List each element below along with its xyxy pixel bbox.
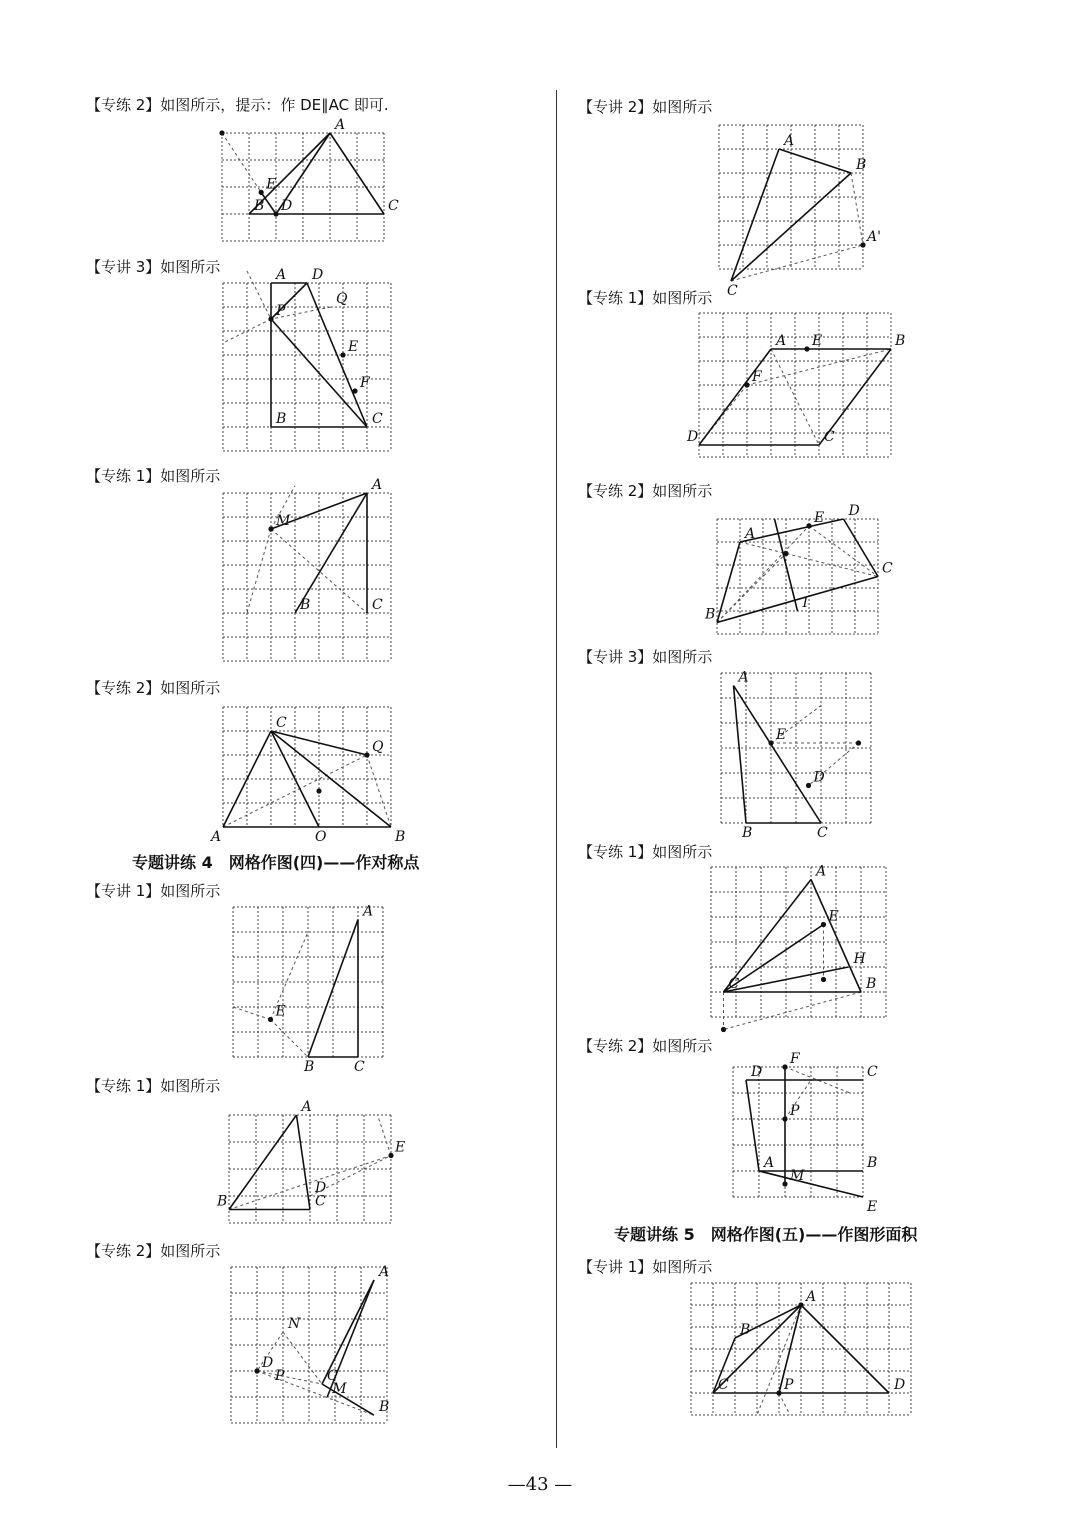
point-dot	[268, 526, 273, 531]
segment-AB	[717, 542, 740, 623]
label-l2: 【专讲 3】如图所示	[86, 258, 221, 276]
point-dot	[316, 788, 321, 793]
vertex-label: E	[776, 727, 787, 743]
grid-lines	[223, 493, 391, 661]
construction-line	[222, 133, 261, 192]
vertex-label: A	[816, 863, 827, 880]
segment-AD	[740, 519, 844, 542]
vertex-label: C	[372, 411, 383, 427]
point-dot	[782, 1064, 787, 1069]
vertex-label: D	[315, 1180, 327, 1196]
vertex-label: D	[813, 769, 825, 786]
point-dot	[798, 1302, 803, 1307]
point-dot	[768, 740, 773, 745]
vertex-label: B	[217, 1193, 228, 1210]
construction-line	[809, 526, 878, 577]
point-dot	[860, 242, 865, 247]
point-dot	[268, 1017, 273, 1022]
label-l3: 【专练 1】如图所示	[86, 467, 221, 485]
label-l1: 【专练 2】如图所示，提示：作 DE∥AC 即可.	[86, 96, 389, 114]
vertex-label: C	[388, 198, 399, 214]
vertex-label: B	[304, 1059, 315, 1075]
vertex-label: I	[802, 595, 809, 611]
vertex-label: Q	[372, 739, 384, 755]
point-dot	[821, 977, 826, 982]
label-r6: 【专练 2】如图所示	[578, 1037, 713, 1055]
vertex-label: A	[776, 333, 787, 349]
point-dot	[219, 130, 224, 135]
vertex-label: C	[824, 429, 835, 445]
segment-AC	[731, 149, 779, 281]
construction-line	[271, 1020, 309, 1058]
vertex-label: B	[379, 1399, 390, 1416]
vertex-label: H	[853, 951, 866, 967]
construction-line	[247, 271, 271, 319]
vertex-label: E	[867, 1199, 878, 1215]
vertex-label: C	[867, 1064, 878, 1080]
grid-lines	[222, 133, 384, 241]
vertex-label: D	[751, 1064, 763, 1080]
label-l7: 【专练 2】如图所示	[86, 1242, 221, 1260]
figure-grid	[221, 117, 399, 244]
construction-line	[779, 1393, 790, 1415]
vertex-label: E	[812, 333, 823, 349]
label-r7: 【专讲 1】如图所示	[578, 1258, 713, 1276]
vertex-label: M	[276, 513, 291, 529]
vertex-label: B	[740, 1322, 751, 1338]
construction-line	[247, 529, 271, 613]
vertex-label: C	[727, 283, 738, 299]
figure-grid	[222, 267, 396, 454]
point-dot	[364, 752, 369, 757]
section-title-5: 专题讲练 5 网格作图(五)——作图形面积	[614, 1225, 918, 1244]
figure-grid	[211, 706, 406, 845]
vertex-label: A	[301, 1099, 312, 1115]
construction-line	[851, 173, 863, 245]
construction-line	[378, 1115, 392, 1156]
vertex-label: E	[266, 176, 277, 193]
point-dot	[806, 783, 811, 788]
figure-grid	[222, 477, 396, 666]
vertex-label: A	[372, 477, 383, 493]
vertex-label: Q	[336, 291, 348, 307]
label-l4: 【专练 2】如图所示	[86, 679, 221, 697]
figure-grid	[230, 1266, 390, 1422]
point-dot	[806, 523, 811, 528]
label-r3: 【专练 2】如图所示	[578, 482, 713, 500]
segment-BA	[295, 493, 367, 613]
vertex-label: A	[363, 903, 374, 920]
segment-BC	[717, 577, 878, 623]
point-dot	[744, 382, 749, 387]
section-title-4: 专题讲练 4 网格作图(四)——作对称点	[132, 853, 420, 872]
vertex-label: D	[262, 1355, 274, 1371]
vertex-label: M	[332, 1381, 347, 1397]
figure-grid	[232, 903, 388, 1075]
point-dot	[352, 388, 357, 393]
vertex-label: F	[360, 375, 370, 391]
vertex-label: A	[211, 829, 222, 845]
point-dot	[388, 1153, 393, 1158]
vertex-label: B	[395, 829, 406, 845]
vertex-label: A	[745, 526, 756, 542]
vertex-label: B	[276, 411, 287, 427]
vertex-label: A'	[867, 229, 881, 245]
vertex-label: C	[315, 1193, 326, 1210]
vertex-label: C	[882, 560, 893, 577]
vertex-label: C	[354, 1059, 365, 1075]
vertex-label: A	[379, 1264, 390, 1280]
vertex-label: P	[276, 303, 286, 319]
vertex-label: B	[300, 597, 311, 613]
point-dot	[268, 316, 273, 321]
segment-AE	[759, 1171, 863, 1197]
figure-grid	[705, 503, 893, 632]
label-l5: 【专讲 1】如图所示	[86, 882, 221, 900]
point-dot	[856, 740, 861, 745]
point-dot	[259, 190, 264, 195]
vertex-label: M	[790, 1168, 805, 1184]
point-dot	[783, 551, 788, 556]
vertex-label: D	[848, 503, 860, 519]
vertex-label: O	[315, 829, 327, 845]
grid-lines	[223, 707, 391, 827]
construction-line	[367, 755, 391, 827]
point-dot	[273, 211, 278, 216]
label-l6: 【专练 1】如图所示	[86, 1077, 221, 1095]
segment-AB	[734, 686, 747, 824]
figure-grid	[690, 1282, 910, 1418]
vertex-label: C	[728, 976, 740, 992]
vertex-label: F	[790, 1051, 800, 1067]
vertex-label: E	[275, 1003, 286, 1020]
construction-line	[283, 1332, 322, 1384]
construction-line	[724, 992, 862, 1030]
vertex-label: B	[742, 825, 753, 841]
vertex-label: D	[894, 1377, 906, 1393]
vertex-label: C	[327, 1368, 338, 1384]
segment-DC	[844, 519, 879, 577]
vertex-label: C	[372, 597, 383, 613]
point-dot	[721, 1027, 726, 1032]
vertex-label: A	[764, 1155, 775, 1171]
page-number: —43 —	[507, 1474, 573, 1495]
label-r4: 【专讲 3】如图所示	[578, 648, 713, 666]
figure-grid	[732, 1051, 878, 1215]
vertex-label: A	[276, 267, 287, 283]
label-r2: 【专练 1】如图所示	[578, 289, 713, 307]
vertex-label: F	[752, 369, 762, 385]
vertex-label: C	[276, 715, 287, 731]
grid-lines	[699, 313, 891, 457]
vertex-label: A	[738, 669, 749, 686]
figure-grid	[217, 1099, 406, 1226]
vertex-label: A	[335, 117, 346, 133]
vertex-label: N	[288, 1316, 301, 1332]
vertex-label: A	[806, 1289, 817, 1305]
grid-lines	[231, 1267, 390, 1423]
vertex-label: B	[856, 157, 867, 173]
vertex-label: P	[790, 1103, 800, 1119]
label-r1: 【专讲 2】如图所示	[578, 98, 713, 116]
vertex-label: P	[275, 1368, 285, 1384]
construction-line	[233, 1007, 271, 1020]
column-divider	[556, 90, 557, 1448]
label-r5: 【专练 1】如图所示	[578, 843, 713, 861]
point-dot	[340, 352, 345, 357]
vertex-label: D	[281, 198, 293, 214]
vertex-label: A	[784, 133, 795, 149]
vertex-label: B	[895, 333, 906, 349]
construction-line	[257, 1371, 322, 1384]
point-dot	[254, 1368, 259, 1373]
point-dot	[782, 1181, 787, 1186]
point-dot	[821, 922, 826, 927]
grid-lines	[233, 907, 383, 1057]
vertex-label: E	[828, 908, 839, 925]
point-dot	[782, 1116, 787, 1121]
vertex-label: C	[718, 1377, 729, 1393]
vertex-label: B	[705, 606, 716, 623]
segment-AC	[734, 686, 822, 824]
segment-AD	[746, 1080, 759, 1171]
vertex-label: B	[866, 976, 877, 992]
vertex-label: C	[817, 825, 828, 841]
vertex-label: E	[814, 509, 825, 526]
point-dot	[776, 1390, 781, 1395]
segment-AB	[229, 1115, 297, 1210]
vertex-label: B	[867, 1155, 878, 1171]
vertex-label: B	[254, 198, 265, 214]
vertex-label: E	[395, 1139, 406, 1156]
vertex-label: E	[348, 339, 359, 355]
vertex-label: D	[687, 429, 699, 445]
vertex-label: P	[784, 1377, 794, 1393]
figure-grid	[720, 669, 874, 841]
point-dot	[804, 346, 809, 351]
figure-grid	[710, 863, 886, 1022]
segment-DA	[699, 349, 771, 445]
vertex-label: D	[312, 267, 324, 283]
figure-grid	[718, 124, 882, 299]
segment-AC	[297, 1115, 311, 1210]
figure-grid	[687, 312, 906, 464]
